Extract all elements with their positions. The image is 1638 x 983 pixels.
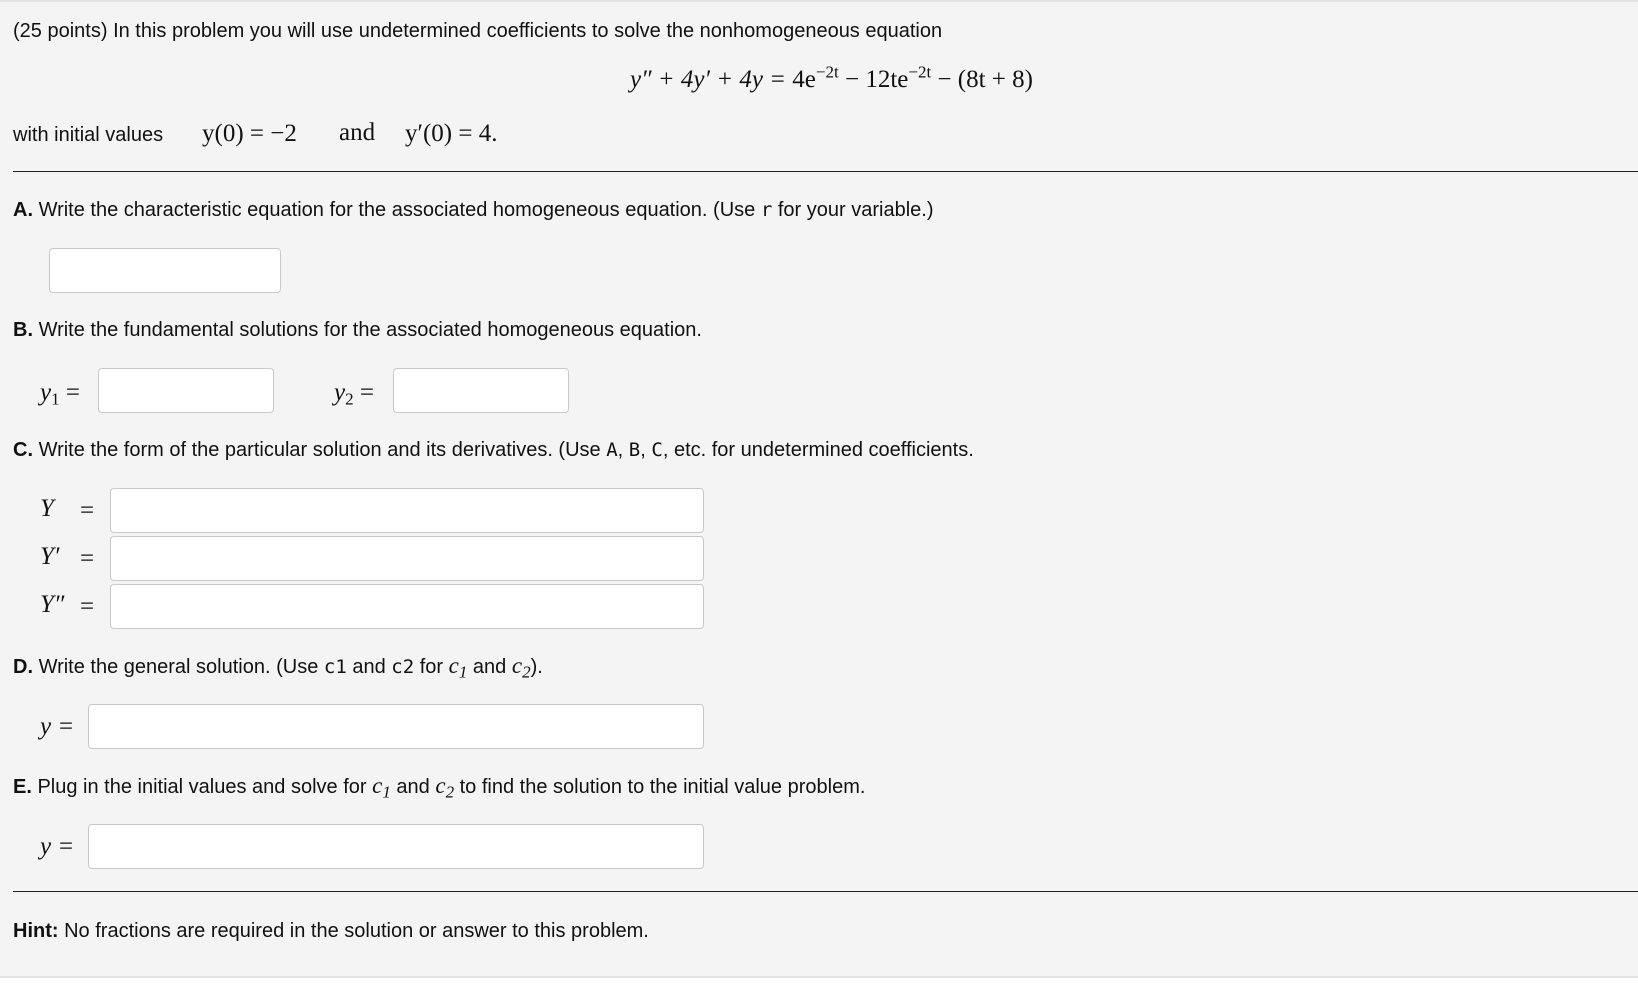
part-e-prompt — [13, 773, 866, 802]
divider-top — [13, 171, 1638, 172]
part-e-text-before: Plug in the initial values and solve for — [37, 776, 367, 798]
c2-math — [511, 653, 531, 682]
problem-intro — [13, 19, 942, 43]
part-d-letter: D. — [13, 656, 33, 678]
coef-b: B — [628, 439, 641, 461]
part-b-prompt — [13, 318, 702, 342]
intro-text: In this problem you will use undetermined coefficients to solve the nonhomogeneous equation — [113, 20, 943, 42]
part-b-letter: B. — [13, 319, 33, 341]
part-d-for: for — [419, 656, 444, 678]
initial-values-label: with initial values — [13, 124, 164, 146]
c2-math-subscript: 2 — [522, 662, 531, 682]
Yprime-label — [40, 542, 59, 572]
y1-symbol: y — [40, 379, 52, 406]
part-d-and-2: and — [472, 656, 507, 678]
coef-c: C — [651, 439, 663, 461]
e-c1-math — [372, 773, 391, 802]
part-d-and-1: and — [352, 656, 386, 678]
c1-math-symbol: c — [448, 653, 459, 678]
Yprime-equals: = — [80, 545, 95, 572]
characteristic-equation-input[interactable] — [49, 248, 281, 293]
part-d-prompt — [13, 653, 543, 682]
equation-minus-2: − — [931, 66, 958, 93]
Yprime-symbol: Y′ — [40, 543, 60, 570]
y1-equals: = — [65, 379, 80, 406]
e-c2-math — [435, 773, 455, 802]
e-c2-subscript: 2 — [445, 782, 455, 802]
c1-math-subscript: 1 — [458, 662, 468, 682]
Ydoubleprime-symbol: Y″ — [40, 591, 65, 618]
initial-yprime0: y′(0) = 4. — [405, 120, 498, 147]
hint-label: Hint: — [13, 920, 59, 942]
part-e-text-after: to find the solution to the initial value problem. — [459, 776, 866, 798]
initial-y0: y(0) = −2 — [202, 120, 297, 147]
c2-math-symbol: c — [511, 653, 523, 678]
part-c-text-before: Write the form of the particular solution and its derivatives. (Use — [38, 439, 601, 461]
equation-term3: (8t + 8) — [957, 66, 1033, 93]
Y-equals: = — [80, 497, 95, 524]
Y-symbol: Y — [40, 495, 54, 522]
ivp-solution-input[interactable] — [88, 824, 704, 869]
y2-symbol: y — [334, 379, 346, 406]
part-a-prompt — [13, 198, 933, 222]
points-label: (25 points) — [13, 20, 108, 42]
general-solution-label: y = — [40, 713, 75, 740]
part-b-text: Write the fundamental solutions for the associated homogeneous equation. — [38, 319, 702, 341]
e-c1-symbol: c — [372, 773, 383, 798]
Y-label — [40, 494, 54, 524]
y2-equals: = — [359, 379, 374, 406]
Ydoubleprime-equals: = — [80, 593, 95, 620]
equation-term2: 12te — [865, 66, 909, 93]
Y-input[interactable] — [110, 488, 704, 533]
part-d-text-before: Write the general solution. (Use — [38, 656, 319, 678]
y2-label — [334, 378, 374, 408]
divider-bottom — [13, 891, 1638, 892]
Ydoubleprime-input[interactable] — [110, 584, 704, 629]
part-a-text-after: for your variable.) — [777, 199, 934, 221]
equation-term1-exponent: −2t — [815, 62, 839, 82]
c1-code: c1 — [323, 656, 347, 678]
general-solution-input[interactable] — [88, 704, 704, 749]
c2-code: c2 — [391, 656, 415, 678]
equation-minus-1: − — [838, 66, 866, 93]
e-c1-subscript: 1 — [382, 782, 391, 802]
equation-term1: 4e — [792, 66, 816, 93]
hint — [13, 919, 649, 943]
y1-label — [40, 378, 80, 408]
y1-subscript: 1 — [51, 389, 60, 409]
part-a-text-before: Write the characteristic equation for the associated homogeneous equation. (Use — [38, 199, 756, 221]
part-a-letter: A. — [13, 199, 33, 221]
ivp-solution-label: y = — [40, 833, 75, 860]
part-c-prompt: C. Write the form of the particular solution and its derivatives. (Use A, B, C, etc. for undetermined coefficients. — [13, 439, 974, 461]
main-equation — [630, 62, 1033, 95]
y2-subscript: 2 — [345, 389, 354, 409]
part-a-variable: r — [760, 199, 773, 221]
part-e-and: and — [396, 776, 430, 798]
equation-lhs: y″ + 4y′ + 4y = — [630, 66, 793, 93]
part-d-close: ). — [530, 656, 543, 678]
Ydoubleprime-label — [40, 590, 64, 620]
part-c-text-after: etc. for undetermined coefficients. — [673, 439, 974, 461]
y1-input[interactable] — [98, 368, 274, 413]
coef-a: A — [606, 439, 618, 461]
initial-and: and — [339, 119, 376, 146]
part-e-letter: E. — [13, 776, 32, 798]
c1-math — [448, 653, 468, 682]
hint-text: No fractions are required in the solution or answer to this problem. — [64, 920, 649, 942]
equation-term2-exponent: −2t — [908, 62, 932, 82]
e-c2-symbol: c — [435, 773, 446, 798]
part-c-letter: C. — [13, 439, 33, 461]
y2-input[interactable] — [393, 368, 569, 413]
Yprime-input[interactable] — [110, 536, 704, 581]
